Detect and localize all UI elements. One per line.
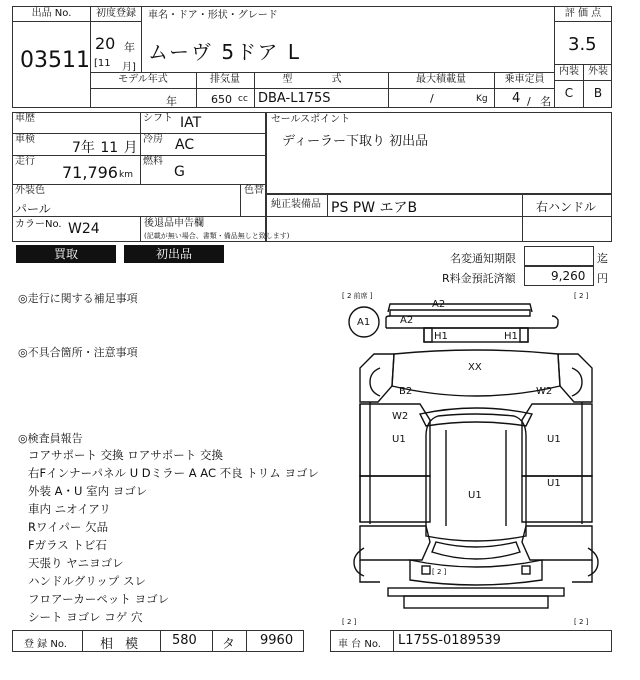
- capacity-value: 4: [512, 91, 521, 106]
- type-label: 型 式: [282, 74, 360, 85]
- buy-tag: 買取: [16, 245, 116, 263]
- capacity-unit: / 名: [527, 95, 552, 108]
- exterior-label: 外装: [588, 66, 608, 77]
- year-unit: 年: [124, 41, 135, 54]
- fuel-label: 燃料: [143, 156, 163, 167]
- ac-value: AC: [175, 137, 195, 153]
- car-name-label: 車名・ドア・形状・グレード: [148, 10, 278, 21]
- damage-mark-w2-windshield: W2: [392, 411, 409, 422]
- fuel-value: G: [174, 164, 185, 180]
- color-label: 外装色: [15, 185, 45, 196]
- recycle-label: R料金預託済額: [442, 272, 516, 285]
- name-change-label: 名変通知期限: [450, 252, 516, 265]
- max-load-label: 最大積載量: [416, 74, 466, 85]
- defects-title: ◎不具合箇所・注意事項: [18, 346, 138, 359]
- sales-point-text: ディーラー下取り 初出品: [282, 134, 429, 149]
- damage-mark-xx: XX: [468, 362, 482, 373]
- damage-mark-u1-right-front: U1: [547, 434, 561, 445]
- car-damage-diagram: [340, 290, 612, 630]
- displacement-unit: cc: [238, 94, 248, 104]
- lot-number-label: 出品 No.: [12, 7, 91, 22]
- damage-mark-u1-roof: U1: [468, 490, 482, 501]
- chassis-label: 車 台 No.: [338, 639, 381, 650]
- damage-mark-a2-bumper: A2: [400, 315, 414, 326]
- model-year-unit: 年: [166, 95, 177, 108]
- driving-notes-title: ◎走行に関する補足事項: [18, 292, 138, 305]
- damage-mark-w2-right: W2: [536, 386, 553, 397]
- registration-region: 相 模: [100, 637, 143, 652]
- color-value: パール: [15, 202, 51, 216]
- shift-value: IAT: [180, 115, 202, 131]
- inspector-report-title: ◎検査員報告: [18, 432, 83, 445]
- color-no-value: W24: [68, 221, 100, 237]
- exterior-grade: B: [593, 86, 603, 100]
- lot-number: 03511: [20, 48, 90, 73]
- first-listing-tag: 初出品: [124, 245, 224, 263]
- name-change-unit: 迄: [597, 252, 608, 265]
- sales-point-label: セールスポイント: [271, 114, 351, 125]
- diagram-corner-br: [ 2 ]: [574, 618, 589, 626]
- recycle-value: 9,260: [551, 269, 586, 283]
- inspection-label: 車検: [15, 134, 35, 145]
- diagram-corner-bl: [ 2 ]: [342, 618, 357, 626]
- registration-number: 9960: [260, 633, 294, 648]
- max-load-value: /: [430, 92, 434, 105]
- ac-label: 冷房: [143, 134, 163, 145]
- capacity-label: 乗車定員: [504, 74, 545, 85]
- aftermarket-label: 後退品申告欄: [144, 218, 204, 229]
- damage-mark-b2: B2: [399, 386, 413, 397]
- first-registration-month: [11: [94, 58, 111, 69]
- equipment-label: 純正装備品: [271, 199, 321, 210]
- mileage-value: 71,796: [62, 163, 118, 182]
- steering-side: 右ハンドル: [536, 200, 597, 214]
- damage-mark-h1-left: H1: [434, 331, 448, 342]
- inspection-value: 7年 11 月: [72, 140, 138, 156]
- model-year-label: モデル年式: [118, 74, 168, 85]
- remark-line: 右Fインナーパネル U Dミラー A AC 不良 トリム ヨゴレ: [28, 466, 319, 480]
- mileage-unit: km: [119, 170, 133, 180]
- shift-label: シフト: [143, 113, 173, 124]
- score-value: 3.5: [568, 34, 597, 55]
- name-change-box: [524, 246, 594, 266]
- equipment-items: PS PW エアB: [331, 200, 418, 216]
- recycle-unit: 円: [597, 272, 608, 285]
- remark-line: 天張り ヤニヨゴレ: [28, 556, 124, 570]
- damage-mark-u1-right-rear: U1: [547, 478, 561, 489]
- diagram-corner-tr: [ 2 ]: [574, 292, 589, 300]
- color-change-label: 色替: [244, 185, 264, 196]
- type-value: DBA-L175S: [258, 91, 331, 106]
- remark-line: シート ヨゴレ コゲ 穴: [28, 610, 143, 624]
- car-name: ムーヴ 5ドア L: [148, 40, 301, 64]
- month-unit: 月]: [122, 62, 136, 73]
- remark-line: フロアーカーペット ヨゴレ: [28, 592, 170, 606]
- registration-kana: タ: [222, 637, 236, 652]
- first-registration-year: 20: [95, 34, 116, 53]
- remark-line: Rワイパー 欠品: [28, 520, 109, 534]
- score-label: 評 価 点: [554, 7, 612, 22]
- history-label: 車歴: [15, 113, 35, 124]
- displacement-value: 650: [211, 93, 232, 106]
- damage-mark-u1-left-front: U1: [392, 434, 406, 445]
- registration-class: 580: [172, 633, 197, 648]
- displacement-label: 排気量: [210, 74, 240, 85]
- interior-label: 内装: [559, 66, 579, 77]
- diagram-bottom-center: [ 2 ]: [432, 568, 447, 576]
- remark-line: 外装 A・U 室内 ヨゴレ: [28, 484, 148, 498]
- registration-label: 登 録 No.: [24, 639, 67, 650]
- damage-mark-h1-right: H1: [504, 331, 518, 342]
- interior-grade: C: [564, 86, 574, 100]
- chassis-number: L175S-0189539: [398, 633, 501, 648]
- mileage-label: 走行: [15, 156, 35, 167]
- color-no-label: カラーNo.: [15, 219, 62, 230]
- aftermarket-note: (記載が無い場合、書類・備品無しと致します): [144, 232, 290, 240]
- remark-line: Fガラス トビ石: [28, 538, 107, 552]
- remark-line: コアサポート 交換 ロアサポート 交換: [28, 448, 223, 462]
- first-registration-label: 初度登録: [90, 7, 142, 22]
- remark-line: 車内 ニオイアリ: [28, 502, 111, 516]
- max-load-unit: Kg: [476, 94, 488, 104]
- damage-mark-a2-front: A2: [432, 299, 446, 310]
- damage-mark-a1: A1: [357, 317, 371, 328]
- diagram-corner-tl: [ 2 前席 ]: [342, 292, 373, 300]
- remark-line: ハンドルグリップ スレ: [28, 574, 146, 588]
